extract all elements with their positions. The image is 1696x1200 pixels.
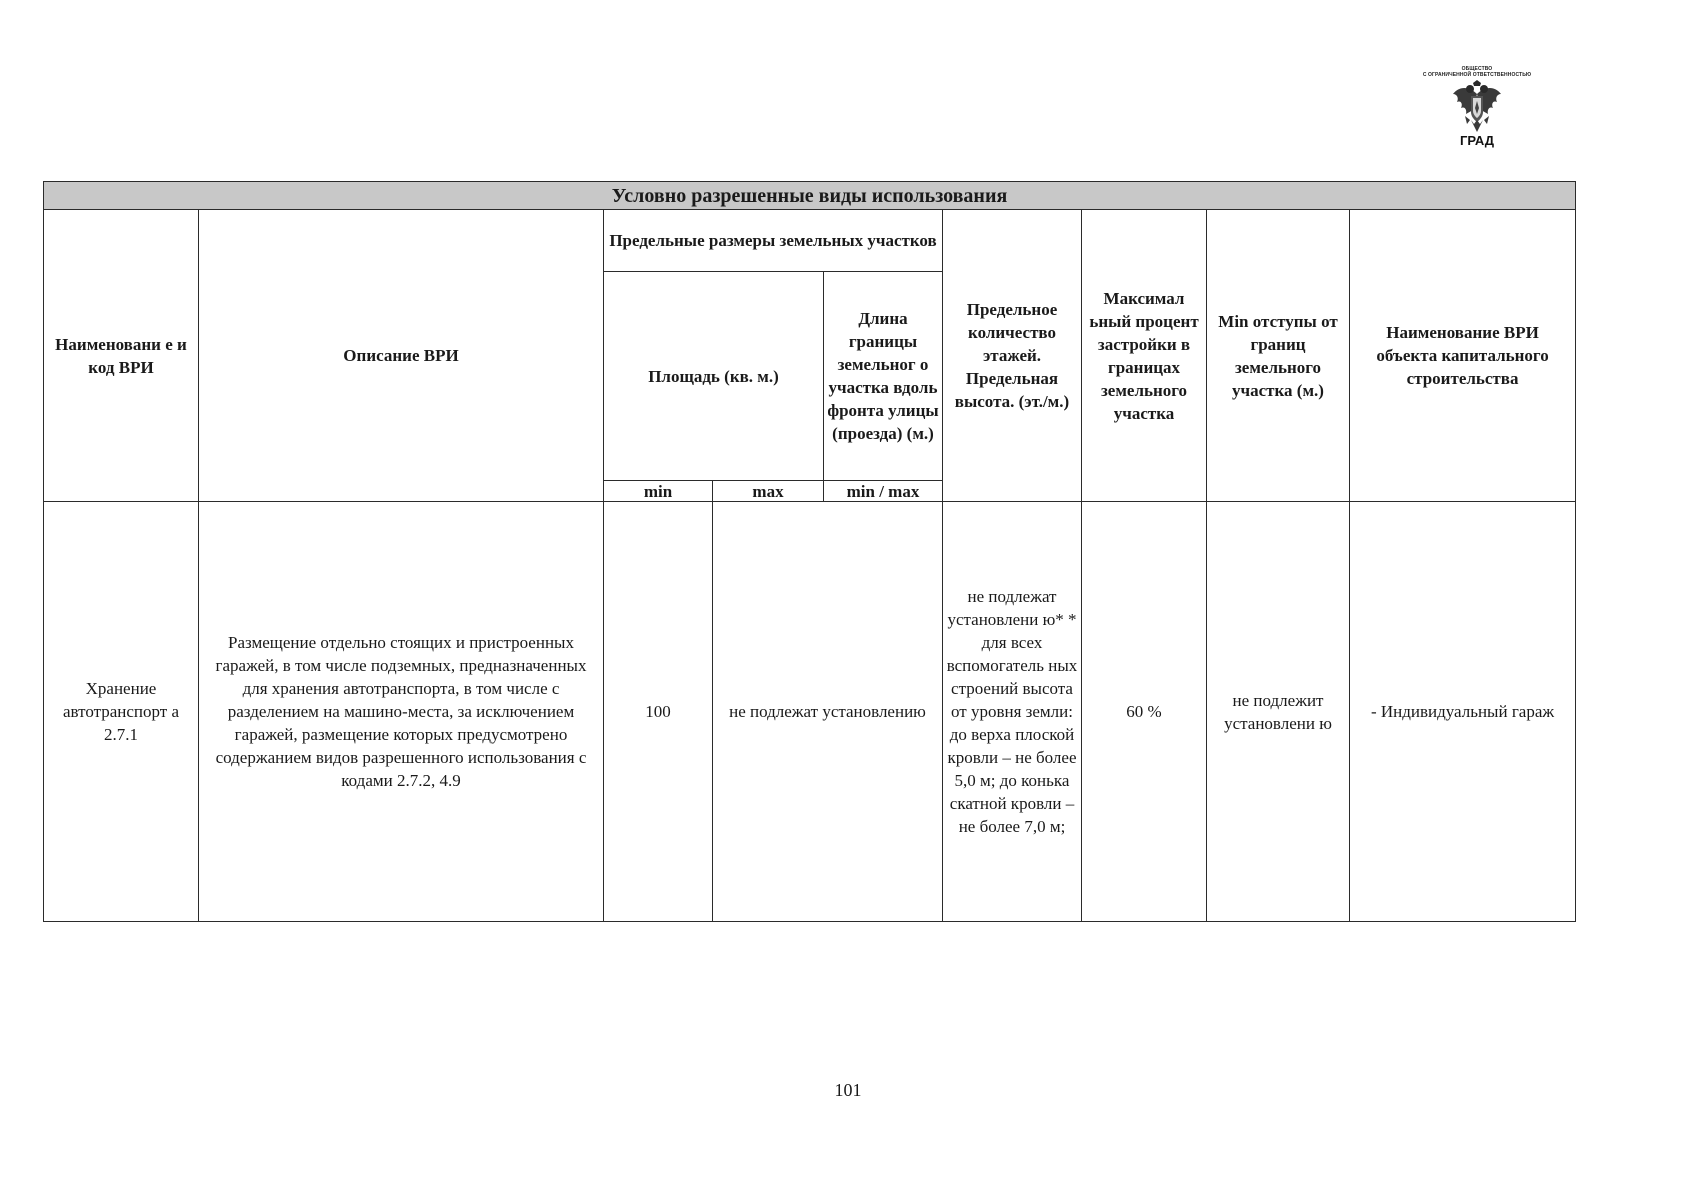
permitted-use-table: [43, 181, 1576, 922]
table-row: [44, 502, 1576, 922]
cell-max-percent: 60 %: [1082, 502, 1207, 922]
header-building-name: Наименование ВРИ объекта капитального строительства: [1350, 210, 1576, 502]
company-logo: [1392, 66, 1562, 158]
header-area-min: min: [604, 481, 713, 502]
table-caption: Условно разрешенные виды использования: [44, 182, 1576, 210]
logo-org-line2: С ОГРАНИЧЕННОЙ ОТВЕТСТВЕННОСТЬЮ: [1422, 72, 1532, 78]
header-area: Площадь (кв. м.): [604, 272, 824, 481]
cell-area-max-and-length: не подлежат установлению: [713, 502, 943, 922]
cell-min-setbacks: не подлежит установлени ю: [1207, 502, 1350, 922]
logo-org-line1: ОБЩЕСТВО: [1461, 66, 1493, 72]
header-min-setbacks: Min отступы от границ земельного участка (м.): [1207, 210, 1350, 502]
header-plot-sizes: Предельные размеры земельных участков: [604, 210, 943, 272]
header-description: Описание ВРИ: [199, 210, 604, 502]
header-max-percent: Максимал ьный процент застройки в границах земельного участка: [1082, 210, 1207, 502]
header-length-min-max: min / max: [824, 481, 943, 502]
logo-name: ГРАД: [1459, 133, 1495, 148]
cell-building-name: - Индивидуальный гараж: [1350, 502, 1576, 922]
cell-floors: не подлежат установлени ю* * для всех вспомогатель ных строений высота от уровня земли: до верха плоской кровли – не более 5,0 м; до конька скатной кровли – не более 7,0 м;: [943, 502, 1082, 922]
logo-org-type: [1392, 66, 1562, 78]
double-headed-eagle-icon: [1451, 80, 1503, 136]
header-name-code: Наименовани е и код ВРИ: [44, 210, 199, 502]
header-boundary-length: Длина границы земельног о участка вдоль фронта улицы (проезда) (м.): [824, 272, 943, 481]
cell-area-min: 100: [604, 502, 713, 922]
cell-name-code: Хранение автотранспорт а 2.7.1: [44, 502, 199, 922]
header-area-max: max: [713, 481, 824, 502]
header-floors: Предельное количество этажей. Предельная высота. (эт./м.): [943, 210, 1082, 502]
page-number: 101: [834, 1080, 862, 1100]
cell-description: Размещение отдельно стоящих и пристроенных гаражей, в том числе подземных, предназначенных для хранения автотранспорта, в том числе с разделением на машино-места, за исключением гаражей, размещение которых предусмотрено содержанием видов разрешенного использования с кодами 2.7.2, 4.9: [199, 502, 604, 922]
